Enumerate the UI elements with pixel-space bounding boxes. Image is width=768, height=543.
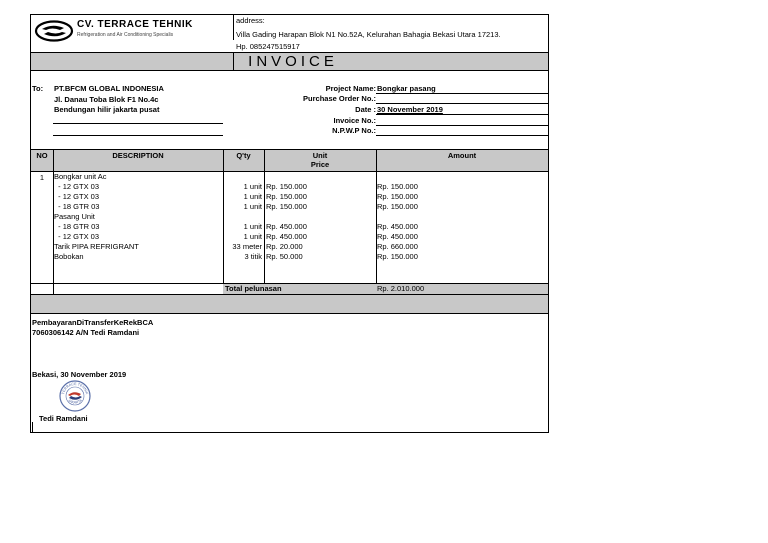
row-unit-price: Rp. 50.000	[266, 252, 303, 261]
address-label: address:	[236, 16, 265, 25]
row-description: Tarik PIPA REFRIGRANT	[54, 242, 139, 251]
row-description: - 18 GTR 03	[54, 222, 100, 231]
col-header-unit: Unit	[312, 151, 328, 160]
total-label: Total pelunasan	[225, 284, 282, 293]
row-qty: 1 unit	[243, 192, 262, 201]
row-qty: 1 unit	[243, 222, 262, 231]
stamp-top-text: TERRACE TEHNIK	[61, 381, 89, 395]
total-value: Rp. 2.010.000	[377, 284, 425, 293]
signatory-name: Tedi Ramdani	[39, 414, 88, 423]
stamp-bottom-text: JAKARTA	[67, 398, 83, 405]
po-number-label: Purchase Order No.:	[303, 94, 376, 103]
to-label: To:	[32, 84, 44, 93]
npwp-label: N.P.W.P No.:	[332, 126, 376, 135]
row-amount: Rp. 150.000	[377, 182, 418, 191]
col-header-amount: Amount	[447, 151, 477, 160]
row-description: Bongkar unit Ac	[54, 172, 107, 181]
row-amount: Rp. 150.000	[377, 202, 418, 211]
payment-instruction: PembayaranDiTransferKeRekBCA	[32, 318, 154, 327]
item-number: 1	[39, 173, 45, 182]
col-header-price: Price	[310, 160, 330, 169]
row-amount: Rp. 150.000	[377, 252, 418, 261]
bank-account: 7060306142 A/N Tedi Ramdani	[32, 328, 140, 337]
row-unit-price: Rp. 150.000	[266, 202, 307, 211]
row-description: Bobokan	[54, 252, 84, 261]
row-qty: 3 titik	[244, 252, 262, 261]
row-amount: Rp. 660.000	[377, 242, 418, 251]
date-label: Date :	[355, 105, 376, 114]
row-description: - 12 GTX 03	[54, 192, 100, 201]
row-qty: 33 meter	[232, 242, 262, 251]
row-unit-price: Rp. 150.000	[266, 192, 307, 201]
row-qty: 1 unit	[243, 202, 262, 211]
row-unit-price: Rp. 450.000	[266, 222, 307, 231]
row-amount: Rp. 450.000	[377, 222, 418, 231]
row-description: - 12 GTX 03	[54, 232, 100, 241]
client-address-1: Jl. Danau Toba Blok F1 No.4c	[54, 95, 159, 104]
row-unit-price: Rp. 450.000	[266, 232, 307, 241]
company-stamp	[59, 380, 91, 412]
company-address: Villa Gading Harapan Blok N1 No.52A, Kelurahan Bahagia Bekasi Utara 17213.	[236, 30, 501, 39]
company-phone: Hp. 085247515917	[236, 42, 300, 51]
row-description: - 12 GTX 03	[54, 182, 100, 191]
row-unit-price: Rp. 150.000	[266, 182, 307, 191]
company-logo	[34, 20, 74, 42]
invoice-document	[30, 14, 549, 433]
row-amount: Rp. 450.000	[377, 232, 418, 241]
invoice-no-label: Invoice No.:	[333, 116, 376, 125]
row-description: - 18 GTR 03	[54, 202, 100, 211]
invoice-title: INVOICE	[248, 53, 338, 70]
date-value: 30 November 2019	[377, 105, 443, 114]
row-unit-price: Rp. 20.000	[266, 242, 303, 251]
client-address-2: Bendungan hilir jakarta pusat	[54, 105, 160, 114]
company-tagline: Refrigeration and Air Conditioning Specialis	[77, 32, 174, 38]
project-name-label: Project Name:	[325, 84, 376, 93]
place-date: Bekasi, 30 November 2019	[32, 370, 127, 379]
project-name-value: Bongkar pasang	[377, 84, 436, 93]
company-name: CV. TERRACE TEHNIK	[77, 19, 193, 30]
row-description: Pasang Unit	[54, 212, 95, 221]
row-qty: 1 unit	[243, 232, 262, 241]
col-header-qty: Q'ty	[236, 151, 251, 160]
col-header-no: NO	[36, 151, 48, 160]
col-header-description: DESCRIPTION	[112, 151, 164, 160]
client-name: PT.BFCM GLOBAL INDONESIA	[54, 84, 164, 93]
row-qty: 1 unit	[243, 182, 262, 191]
row-amount: Rp. 150.000	[377, 192, 418, 201]
